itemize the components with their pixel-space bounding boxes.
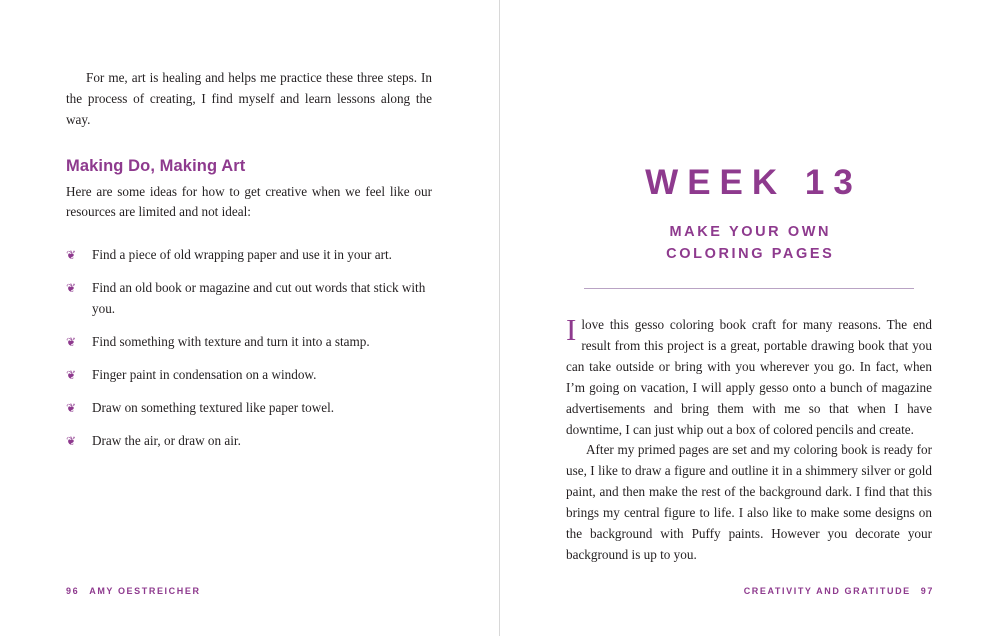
decorative-rule xyxy=(584,288,914,289)
list-item-label: Draw on something textured like paper towel. xyxy=(92,399,335,415)
right-page-footer xyxy=(744,586,934,596)
ideas-list xyxy=(66,245,432,451)
floret-bullet-icon: ❦ xyxy=(66,400,77,415)
floret-bullet-icon: ❦ xyxy=(66,367,77,382)
section-heading: Making Do, Making Art xyxy=(66,156,246,175)
chapter-subtitle-line-1: MAKE YOUR OWN xyxy=(669,224,832,240)
list-item xyxy=(66,431,432,451)
list-item xyxy=(66,365,432,385)
floret-bullet-icon: ❦ xyxy=(66,334,77,349)
floret-bullet-icon: ❦ xyxy=(66,433,77,448)
list-item xyxy=(66,332,432,352)
floret-bullet-icon: ❦ xyxy=(66,248,77,263)
list-item-label: Draw the air, or draw on air. xyxy=(92,432,241,448)
drop-cap: I xyxy=(566,311,577,347)
chapter-paragraph-2: After my primed pages are set and my coloring book is ready for use, I like to draw a figure and outline it in a shimmery silver or gold paint, and then make the rest of the background dark. I find that this brings my central figure to life. I also like to make some designs on the background with Puffy paints. However you decorate your background is up to you. xyxy=(566,442,932,563)
chapter-subtitle-line-2: COLORING PAGES xyxy=(666,246,835,263)
running-head: AMY OESTREICHER xyxy=(89,586,201,596)
chapter-paragraph-1 xyxy=(566,311,932,441)
floret-bullet-icon: ❦ xyxy=(66,281,77,296)
section-lead-paragraph: Here are some ideas for how to get creative when we feel like our resources are limited and not ideal: xyxy=(66,183,432,220)
list-item xyxy=(66,245,432,265)
right-page xyxy=(500,0,1000,636)
chapter-subtitle xyxy=(566,221,932,266)
list-item-label: Find something with texture and turn it into a stamp. xyxy=(92,333,370,349)
chapter-body xyxy=(566,311,932,566)
list-item-label: Find an old book or magazine and cut out words that stick with you. xyxy=(92,280,426,316)
page-number: 97 xyxy=(920,586,934,596)
left-page-text-column xyxy=(66,68,432,463)
left-page-footer xyxy=(66,586,201,596)
week-title: WEEK 13 xyxy=(645,163,862,202)
list-item xyxy=(66,278,432,319)
list-item-label: Finger paint in condensation on a window. xyxy=(92,366,317,382)
page-number: 96 xyxy=(66,586,80,596)
running-head: CREATIVITY AND GRATITUDE xyxy=(743,586,911,596)
intro-paragraph: For me, art is healing and helps me practice these three steps. In the process of creating, I find myself and learn lessons along the way. xyxy=(66,70,432,127)
chapter-paragraph-1-text: love this gesso coloring book craft for many reasons. The end result from this project is a great, portable drawing book that you can take outside or bring with you wherever you go. In fact, when I’m going on vacation, I will apply gesso onto a bunch of magazine advertisements and bring them with me so that when I have downtime, I can just whip out a box of colored pencils and create. xyxy=(566,316,932,437)
list-item-label: Find a piece of old wrapping paper and use it in your art. xyxy=(92,247,392,263)
right-page-text-column xyxy=(566,0,932,636)
list-item xyxy=(66,398,432,418)
